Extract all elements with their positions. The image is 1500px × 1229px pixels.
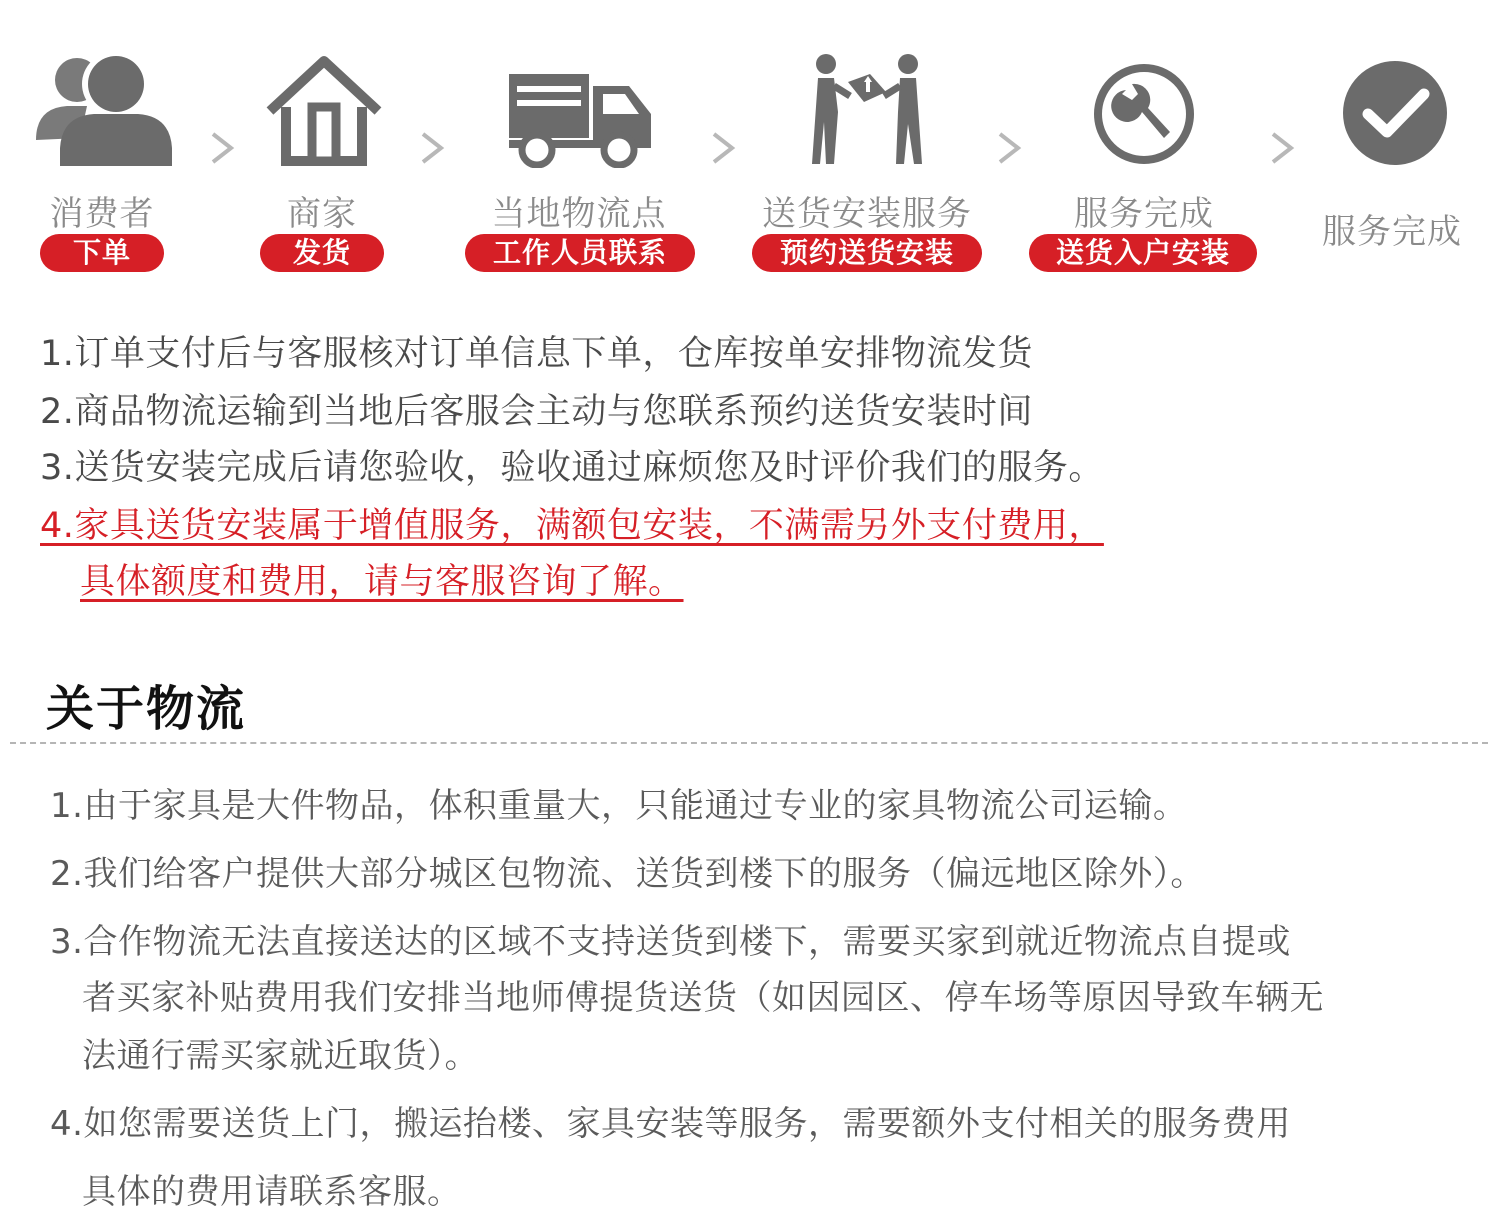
section-divider	[10, 742, 1488, 744]
chevron-right-icon	[417, 128, 447, 168]
step-title-merchant: 商家	[287, 194, 357, 234]
logistics-item-1: 1.由于家具是大件物品，体积重量大，只能通过专业的家具物流公司运输。	[50, 786, 1188, 826]
note-2: 2.商品物流运输到当地后客服会主动与您联系预约送货安装时间	[40, 392, 1033, 432]
person-icon	[32, 48, 174, 168]
step-title-final: 服务完成	[1322, 212, 1462, 252]
step-title-consumer: 消费者	[49, 194, 155, 234]
note-4-highlight: 4.家具送货安装属于增值服务，满额包安装，不满需另外支付费用，	[40, 506, 1104, 546]
pill-book-delivery: 预约送货安装	[752, 234, 982, 272]
wrench-icon	[1092, 62, 1196, 166]
pill-staff-contact: 工作人员联系	[465, 234, 695, 272]
step-title-local-logistics: 当地物流点	[491, 194, 667, 234]
logistics-item-4-line-2: 具体的费用请联系客服。	[82, 1172, 462, 1212]
pill-ship: 发货	[260, 234, 384, 272]
pill-home-install: 送货入户安装	[1029, 234, 1257, 272]
logistics-item-3: 3.合作物流无法直接送达的区域不支持送货到楼下，需要买家到就近物流点自提或	[50, 922, 1291, 962]
logistics-item-3-line-3: 法通行需买家就近取货）。	[82, 1036, 479, 1076]
chevron-right-icon	[1267, 128, 1297, 168]
section-title: 关于物流	[46, 681, 247, 737]
note-1: 1.订单支付后与客服核对订单信息下单，仓库按单安排物流发货	[40, 334, 1033, 374]
delivery-icon	[808, 52, 926, 168]
step-title-service-done: 服务完成	[1074, 194, 1214, 234]
logistics-item-4: 4.如您需要送货上门，搬运抬楼、家具安装等服务，需要额外支付相关的服务费用	[50, 1104, 1291, 1144]
note-4-continuation: 具体额度和费用，请与客服咨询了解。	[80, 562, 684, 602]
house-icon	[262, 55, 386, 167]
note-3: 3.送货安装完成后请您验收，验收通过麻烦您及时评价我们的服务。	[40, 448, 1104, 488]
step-title-delivery-install: 送货安装服务	[762, 194, 972, 234]
chevron-right-icon	[994, 128, 1024, 168]
chevron-right-icon	[207, 128, 237, 168]
truck-icon	[505, 70, 657, 168]
logistics-item-2: 2.我们给客户提供大部分城区包物流、送货到楼下的服务（偏远地区除外）。	[50, 854, 1205, 894]
check-icon	[1340, 58, 1450, 168]
logistics-item-3-line-2: 者买家补贴费用我们安排当地师傅提货送货（如因园区、停车场等原因导致车辆无	[82, 978, 1324, 1018]
pill-place-order: 下单	[40, 234, 164, 272]
chevron-right-icon	[708, 128, 738, 168]
